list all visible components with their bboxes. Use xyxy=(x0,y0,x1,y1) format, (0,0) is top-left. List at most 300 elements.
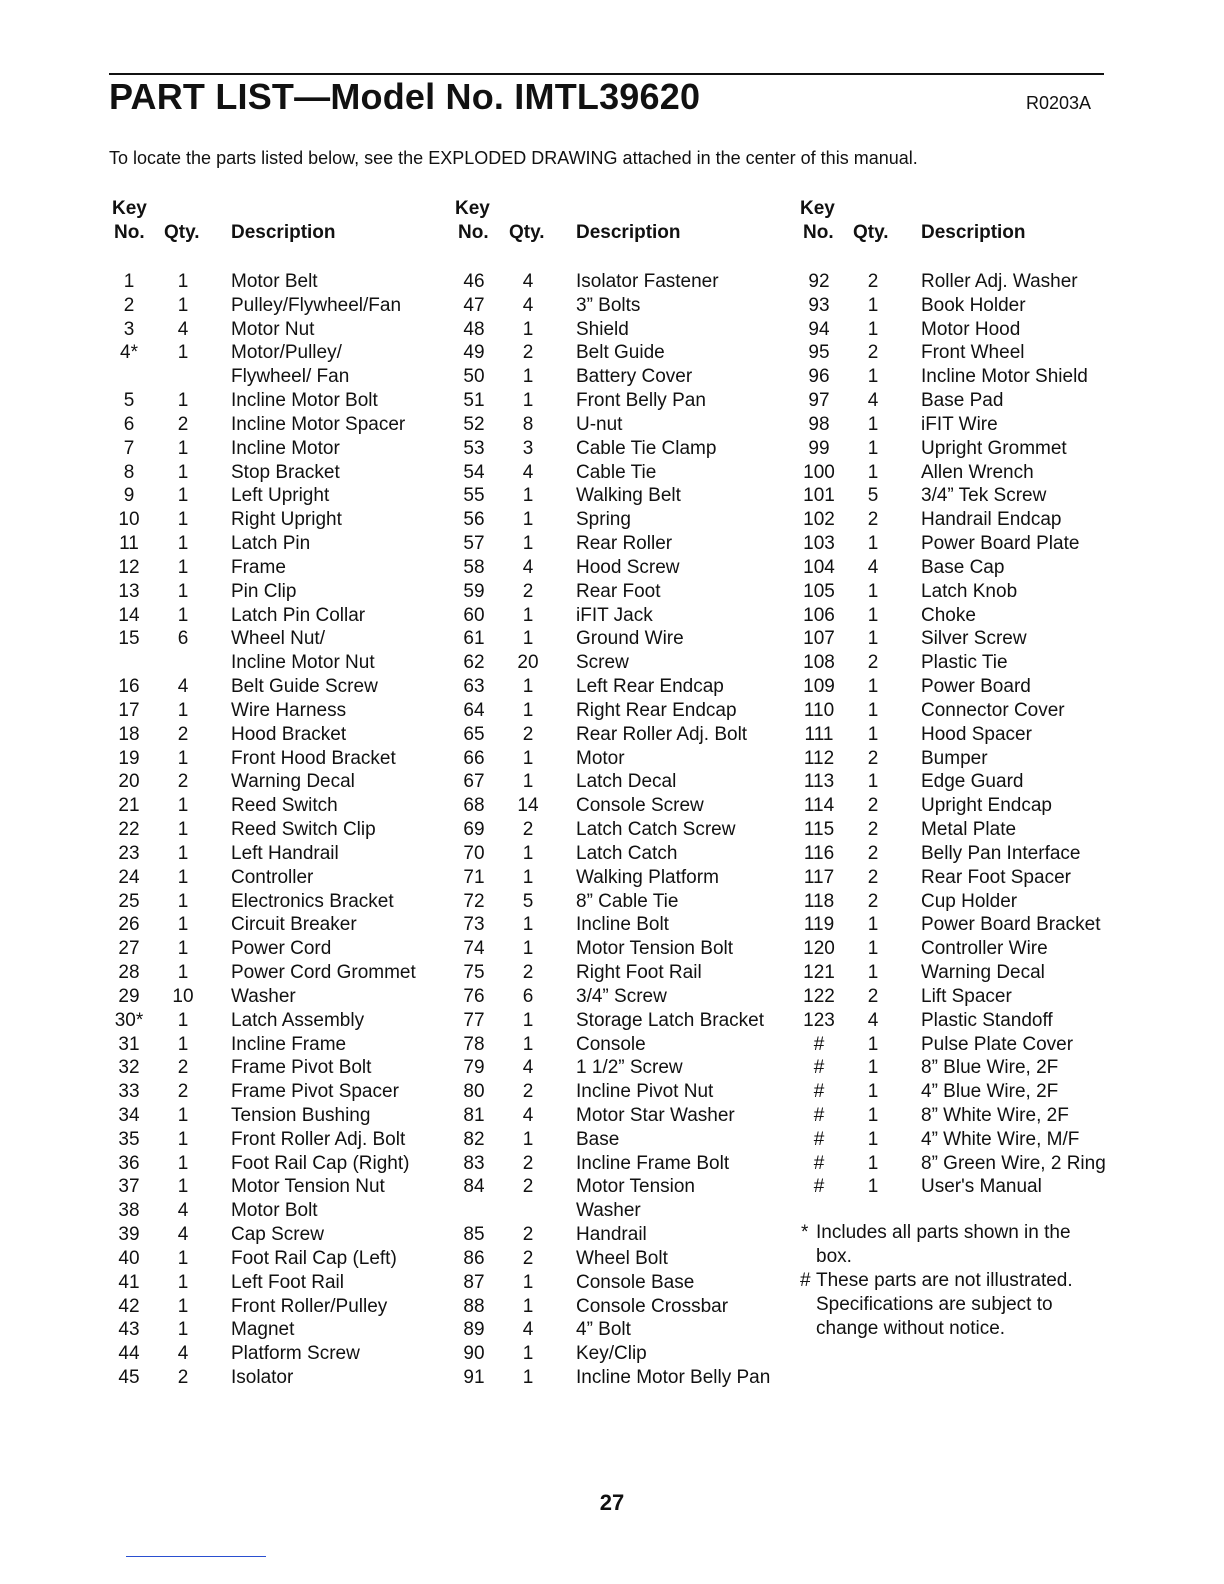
part-qty: 2 xyxy=(867,985,879,1007)
part-description: Motor Star Washer xyxy=(576,1104,735,1126)
part-key: 113 xyxy=(803,771,835,793)
part-key: 37 xyxy=(118,1176,140,1198)
part-description: 4” Bolt xyxy=(576,1319,631,1341)
part-key: # xyxy=(813,1057,825,1079)
part-description: Handrail xyxy=(576,1224,647,1246)
part-description: Cap Screw xyxy=(231,1224,324,1246)
part-key: 94 xyxy=(808,318,830,340)
part-qty: 4 xyxy=(867,390,879,412)
part-description: Roller Adj. Washer xyxy=(921,271,1078,292)
part-qty: 1 xyxy=(522,771,534,793)
part-description: Metal Plate xyxy=(921,819,1017,841)
part-qty: 2 xyxy=(522,342,534,364)
part-qty: 1 xyxy=(177,866,189,888)
part-description: Motor Belt xyxy=(231,271,318,292)
part-description: Belt Guide Screw xyxy=(231,676,378,698)
part-description: Incline Motor Spacer xyxy=(231,413,406,435)
part-description: Controller Wire xyxy=(921,938,1048,960)
part-key: 10 xyxy=(118,509,140,531)
intro-text: To locate the parts listed below, see the EXPLODED DRAWING attached in the center of this manual. xyxy=(109,148,918,168)
part-description: Circuit Breaker xyxy=(231,914,357,936)
part-qty: 20 xyxy=(517,652,539,674)
part-key: 101 xyxy=(803,485,835,507)
part-qty: 5 xyxy=(867,485,879,507)
part-description: Washer xyxy=(576,1200,641,1222)
part-key: 5 xyxy=(123,390,135,412)
part-qty: 1 xyxy=(867,962,879,984)
part-description: Base Pad xyxy=(921,390,1004,412)
part-key: 60 xyxy=(463,604,485,626)
part-key: 109 xyxy=(803,676,835,698)
part-qty: 4 xyxy=(522,1319,534,1341)
page-number: 27 xyxy=(599,1490,625,1515)
part-qty: 1 xyxy=(177,1033,189,1055)
part-qty: 4 xyxy=(522,461,534,483)
part-description: Lift Spacer xyxy=(921,985,1012,1007)
part-qty: 1 xyxy=(867,1176,879,1198)
part-description: Frame Pivot Spacer xyxy=(231,1081,399,1103)
part-qty: 1 xyxy=(177,1152,189,1174)
part-qty: 1 xyxy=(522,318,534,340)
part-key: 44 xyxy=(118,1343,140,1365)
part-key: 56 xyxy=(463,509,485,531)
part-description: Foot Rail Cap (Left) xyxy=(231,1247,397,1269)
part-description: Incline Motor Shield xyxy=(921,366,1088,388)
part-key: 51 xyxy=(463,390,485,412)
part-qty: 1 xyxy=(867,938,879,960)
part-qty: 1 xyxy=(522,842,534,864)
part-key: 100 xyxy=(803,461,835,483)
part-description: Left Foot Rail xyxy=(231,1271,344,1293)
part-key: 93 xyxy=(808,294,830,316)
part-description: Spring xyxy=(576,509,631,531)
part-description: Cable Tie Clamp xyxy=(576,437,717,459)
asterisk-note-line2: box. xyxy=(816,1246,852,1267)
part-description: Base Cap xyxy=(921,556,1005,578)
part-description: Hood Screw xyxy=(576,556,680,578)
part-qty: 4 xyxy=(522,271,534,292)
part-qty: 2 xyxy=(867,342,879,364)
part-key: 95 xyxy=(808,342,830,364)
part-description: Front Belly Pan xyxy=(576,390,706,412)
part-key: 32 xyxy=(118,1057,140,1079)
part-key: 48 xyxy=(463,318,485,340)
part-qty: 1 xyxy=(177,485,189,507)
part-key: 42 xyxy=(118,1295,140,1317)
part-qty: 1 xyxy=(867,318,879,340)
part-key: 38 xyxy=(118,1200,140,1222)
part-qty: 4 xyxy=(177,1224,189,1246)
part-qty: 1 xyxy=(522,533,534,555)
part-qty: 1 xyxy=(177,890,189,912)
part-description: Walking Platform xyxy=(576,866,719,888)
part-key: 2 xyxy=(123,294,135,316)
part-key: 85 xyxy=(463,1224,485,1246)
part-qty: 1 xyxy=(177,390,189,412)
part-key: 122 xyxy=(803,985,835,1007)
hash-note-line3: change without notice. xyxy=(816,1318,1006,1339)
part-description: Cup Holder xyxy=(921,890,1018,912)
part-key: 115 xyxy=(803,819,835,841)
part-key: 45 xyxy=(118,1367,140,1389)
part-description: Wire Harness xyxy=(231,699,347,721)
part-qty: 1 xyxy=(177,533,189,555)
part-qty: 8 xyxy=(522,413,534,435)
title-rule xyxy=(109,73,1104,75)
part-key: 22 xyxy=(118,819,140,841)
part-description: Power Cord xyxy=(231,938,332,960)
header-description-1: Description xyxy=(231,222,336,243)
part-qty: 1 xyxy=(522,509,534,531)
part-key: 88 xyxy=(463,1295,485,1317)
part-key: 62 xyxy=(463,652,485,674)
part-description: Latch Decal xyxy=(576,771,677,793)
part-key: 49 xyxy=(463,342,485,364)
part-key: 90 xyxy=(463,1343,485,1365)
part-key: 75 xyxy=(463,962,485,984)
part-key: # xyxy=(813,1152,825,1174)
part-description: Belt Guide xyxy=(576,342,665,364)
part-description: Left Rear Endcap xyxy=(576,676,724,698)
part-description: Incline Frame Bolt xyxy=(576,1152,730,1174)
part-key: 112 xyxy=(803,747,835,769)
part-description: Plastic Tie xyxy=(921,652,1008,674)
part-description: Cable Tie xyxy=(576,461,657,483)
part-qty: 4 xyxy=(522,1104,534,1126)
part-description: Frame xyxy=(231,556,286,578)
header-qty-2: Qty. xyxy=(509,222,545,243)
part-qty: 1 xyxy=(522,1009,534,1031)
part-key: # xyxy=(813,1104,825,1126)
part-key: 65 xyxy=(463,723,485,745)
part-qty: 1 xyxy=(867,580,879,602)
part-description: Bumper xyxy=(921,747,988,769)
part-qty: 1 xyxy=(177,580,189,602)
part-description: Flywheel/ Fan xyxy=(231,366,350,388)
part-key: # xyxy=(813,1176,825,1198)
part-qty: 4 xyxy=(177,1200,189,1222)
part-key: 3 xyxy=(123,318,135,340)
part-qty: 2 xyxy=(522,1247,534,1269)
part-key: 119 xyxy=(803,914,835,936)
part-description: Motor Nut xyxy=(231,318,315,340)
part-qty: 1 xyxy=(177,604,189,626)
part-qty: 1 xyxy=(177,556,189,578)
part-description: Latch Catch xyxy=(576,842,678,864)
part-description: Right Rear Endcap xyxy=(576,699,737,721)
part-key: 17 xyxy=(118,699,140,721)
part-key: 46 xyxy=(463,271,485,292)
part-description: Wheel Nut/ xyxy=(231,628,325,650)
part-description: Isolator Fastener xyxy=(576,271,719,292)
part-key: 52 xyxy=(463,413,485,435)
part-qty: 10 xyxy=(172,985,194,1007)
part-key: 70 xyxy=(463,842,485,864)
part-description: Power Board xyxy=(921,676,1031,698)
part-qty: 1 xyxy=(522,699,534,721)
part-description: Rear Foot xyxy=(576,580,661,602)
part-qty: 1 xyxy=(177,461,189,483)
part-qty: 1 xyxy=(177,1247,189,1269)
part-key: 73 xyxy=(463,914,485,936)
part-key: 9 xyxy=(123,485,135,507)
part-qty: 4 xyxy=(177,318,189,340)
part-key: 102 xyxy=(803,509,835,531)
part-description: Electronics Bracket xyxy=(231,890,394,912)
part-description: 8” Green Wire, 2 Ring xyxy=(921,1152,1106,1174)
part-description: Power Cord Grommet xyxy=(231,962,416,984)
part-description: Console xyxy=(576,1033,646,1055)
part-qty: 2 xyxy=(867,271,879,292)
part-description: 1 1/2” Screw xyxy=(576,1057,683,1079)
part-qty: 1 xyxy=(867,1128,879,1150)
part-description: Battery Cover xyxy=(576,366,693,388)
part-qty: 2 xyxy=(867,866,879,888)
part-description: Pulse Plate Cover xyxy=(921,1033,1074,1055)
part-key: 78 xyxy=(463,1033,485,1055)
part-key: 104 xyxy=(803,556,835,578)
part-description: Rear Roller Adj. Bolt xyxy=(576,723,748,745)
part-key: 99 xyxy=(808,437,830,459)
part-description: Motor Hood xyxy=(921,318,1021,340)
part-qty: 1 xyxy=(867,914,879,936)
part-qty: 1 xyxy=(522,1033,534,1055)
part-qty: 1 xyxy=(522,604,534,626)
hash-note-line1: These parts are not illustrated. xyxy=(816,1270,1073,1291)
part-description: Incline Motor Nut xyxy=(231,652,375,674)
part-key: 40 xyxy=(118,1247,140,1269)
header-no-3: No. xyxy=(803,222,834,243)
part-qty: 4 xyxy=(522,1057,534,1079)
part-key: 58 xyxy=(463,556,485,578)
part-key: 47 xyxy=(463,294,485,316)
part-description: Isolator xyxy=(231,1367,294,1389)
part-qty: 1 xyxy=(867,604,879,626)
part-qty: 2 xyxy=(522,580,534,602)
part-key: 25 xyxy=(118,890,140,912)
part-key: 103 xyxy=(803,533,835,555)
part-qty: 1 xyxy=(867,294,879,316)
part-qty: 1 xyxy=(177,819,189,841)
part-key: 30* xyxy=(114,1009,144,1031)
hash-note-line2: Specifications are subject to xyxy=(816,1294,1053,1315)
part-description: Front Roller Adj. Bolt xyxy=(231,1128,406,1150)
part-description: Hood Bracket xyxy=(231,723,347,745)
part-qty: 2 xyxy=(522,1224,534,1246)
part-key: 57 xyxy=(463,533,485,555)
part-qty: 1 xyxy=(867,461,879,483)
part-qty: 1 xyxy=(867,723,879,745)
part-qty: 2 xyxy=(177,1367,189,1389)
part-qty: 2 xyxy=(867,747,879,769)
part-description: Motor Tension Bolt xyxy=(576,938,734,960)
part-description: Choke xyxy=(921,604,976,626)
part-qty: 2 xyxy=(867,890,879,912)
part-description: Motor Tension Nut xyxy=(231,1176,385,1198)
part-description: 3” Bolts xyxy=(576,294,641,316)
part-qty: 4 xyxy=(177,1343,189,1365)
part-qty: 2 xyxy=(867,842,879,864)
header-no-2: No. xyxy=(458,222,489,243)
part-qty: 1 xyxy=(522,1367,534,1389)
part-key: 39 xyxy=(118,1224,140,1246)
part-qty: 1 xyxy=(177,1128,189,1150)
part-qty: 6 xyxy=(522,985,534,1007)
part-key: 16 xyxy=(118,676,140,698)
part-description: Base xyxy=(576,1128,620,1150)
page-title: PART LIST—Model No. IMTL39620 xyxy=(109,76,701,117)
part-description: Platform Screw xyxy=(231,1343,360,1365)
part-qty: 1 xyxy=(867,533,879,555)
part-qty: 1 xyxy=(177,747,189,769)
part-description: Key/Clip xyxy=(576,1343,647,1365)
part-qty: 3 xyxy=(522,437,534,459)
part-description: Latch Assembly xyxy=(231,1009,365,1031)
part-key: 6 xyxy=(123,413,135,435)
part-description: Upright Grommet xyxy=(921,437,1067,459)
part-qty: 4 xyxy=(867,1009,879,1031)
part-key: 82 xyxy=(463,1128,485,1150)
part-key: 106 xyxy=(803,604,835,626)
part-qty: 1 xyxy=(177,1104,189,1126)
part-description: Power Board Plate xyxy=(921,533,1080,555)
header-qty-1: Qty. xyxy=(164,222,200,243)
part-description: 8” White Wire, 2F xyxy=(921,1104,1069,1126)
part-qty: 2 xyxy=(867,652,879,674)
part-key: 98 xyxy=(808,413,830,435)
part-qty: 2 xyxy=(867,819,879,841)
part-description: Rear Roller xyxy=(576,533,673,555)
part-qty: 1 xyxy=(177,1009,189,1031)
part-qty: 4 xyxy=(867,556,879,578)
part-key: 87 xyxy=(463,1271,485,1293)
part-qty: 4 xyxy=(177,676,189,698)
part-description: Motor Bolt xyxy=(231,1200,318,1222)
part-key: # xyxy=(813,1033,825,1055)
part-key: 110 xyxy=(803,699,835,721)
part-key: 41 xyxy=(118,1271,140,1293)
header-description-2: Description xyxy=(576,222,681,243)
part-key: 84 xyxy=(463,1176,485,1198)
part-description: Frame Pivot Bolt xyxy=(231,1057,372,1079)
part-key: 11 xyxy=(119,533,139,555)
part-description: Latch Knob xyxy=(921,580,1018,602)
part-qty: 4 xyxy=(522,294,534,316)
asterisk-note-line1: Includes all parts shown in the xyxy=(816,1222,1071,1243)
part-key: 8 xyxy=(123,461,135,483)
part-description: Motor/Pulley/ xyxy=(231,342,342,364)
part-qty: 1 xyxy=(522,485,534,507)
part-description: Incline Frame xyxy=(231,1033,347,1055)
hash-mark: # xyxy=(800,1270,811,1291)
part-qty: 2 xyxy=(522,1152,534,1174)
part-key: 31 xyxy=(118,1033,140,1055)
part-description: iFIT Wire xyxy=(921,413,998,435)
part-qty: 2 xyxy=(522,1176,534,1198)
part-description: Warning Decal xyxy=(921,962,1045,984)
part-description: Motor Tension xyxy=(576,1176,695,1198)
part-description: Console Base xyxy=(576,1271,695,1293)
part-description: Power Board Bracket xyxy=(921,914,1101,936)
part-description: Book Holder xyxy=(921,294,1026,316)
part-description: Foot Rail Cap (Right) xyxy=(231,1152,410,1174)
header-description-3: Description xyxy=(921,222,1026,243)
part-qty: 2 xyxy=(177,1081,189,1103)
part-key: 111 xyxy=(804,723,834,745)
part-key: 91 xyxy=(463,1367,485,1389)
part-qty: 4 xyxy=(522,556,534,578)
part-description: Tension Bushing xyxy=(231,1104,371,1126)
part-description: Latch Pin xyxy=(231,533,311,555)
part-description: Right Foot Rail xyxy=(576,962,702,984)
part-qty: 5 xyxy=(522,890,534,912)
part-key: 92 xyxy=(808,271,830,292)
part-qty: 1 xyxy=(867,413,879,435)
part-description: Ground Wire xyxy=(576,628,684,650)
part-qty: 1 xyxy=(522,390,534,412)
part-qty: 1 xyxy=(867,1081,879,1103)
part-qty: 1 xyxy=(522,1271,534,1293)
part-qty: 1 xyxy=(522,628,534,650)
part-description: Right Upright xyxy=(231,509,342,531)
part-qty: 1 xyxy=(177,699,189,721)
part-key: 74 xyxy=(463,938,485,960)
part-key: 64 xyxy=(463,699,485,721)
part-qty: 1 xyxy=(867,699,879,721)
part-key: 97 xyxy=(808,390,830,412)
part-key: 43 xyxy=(118,1319,140,1341)
part-description: Rear Foot Spacer xyxy=(921,866,1071,888)
part-description: Upright Endcap xyxy=(921,795,1052,817)
part-qty: 1 xyxy=(522,747,534,769)
part-qty: 1 xyxy=(522,938,534,960)
part-qty: 1 xyxy=(522,866,534,888)
part-qty: 1 xyxy=(867,1104,879,1126)
part-key: 15 xyxy=(118,628,140,650)
part-key: 7 xyxy=(123,437,135,459)
part-key: 24 xyxy=(118,866,140,888)
part-qty: 1 xyxy=(522,366,534,388)
part-description: 4” Blue Wire, 2F xyxy=(921,1081,1059,1103)
part-description: Front Wheel xyxy=(921,342,1025,364)
part-description: 8” Blue Wire, 2F xyxy=(921,1057,1059,1079)
part-qty: 1 xyxy=(177,842,189,864)
header-key-3: Key xyxy=(800,198,835,219)
part-qty: 2 xyxy=(177,771,189,793)
part-qty: 2 xyxy=(522,962,534,984)
part-qty: 1 xyxy=(177,938,189,960)
part-key: 121 xyxy=(803,962,835,984)
part-key: 114 xyxy=(803,795,835,817)
part-key: 63 xyxy=(463,676,485,698)
part-key: 117 xyxy=(803,866,835,888)
part-qty: 1 xyxy=(177,1271,189,1293)
part-key: 53 xyxy=(463,437,485,459)
part-description: Incline Motor Bolt xyxy=(231,390,378,412)
part-key: 80 xyxy=(463,1081,485,1103)
part-description: Console Screw xyxy=(576,795,704,817)
part-description: Warning Decal xyxy=(231,771,355,793)
part-key: 68 xyxy=(463,795,485,817)
part-description: 3/4” Screw xyxy=(576,985,667,1007)
part-key: # xyxy=(813,1081,825,1103)
part-description: Controller xyxy=(231,866,314,888)
part-qty: 14 xyxy=(517,795,539,817)
part-description: Left Handrail xyxy=(231,842,339,864)
header-key-2: Key xyxy=(455,198,490,219)
part-qty: 1 xyxy=(177,1319,189,1341)
part-description: Incline Motor Belly Pan xyxy=(576,1367,771,1389)
